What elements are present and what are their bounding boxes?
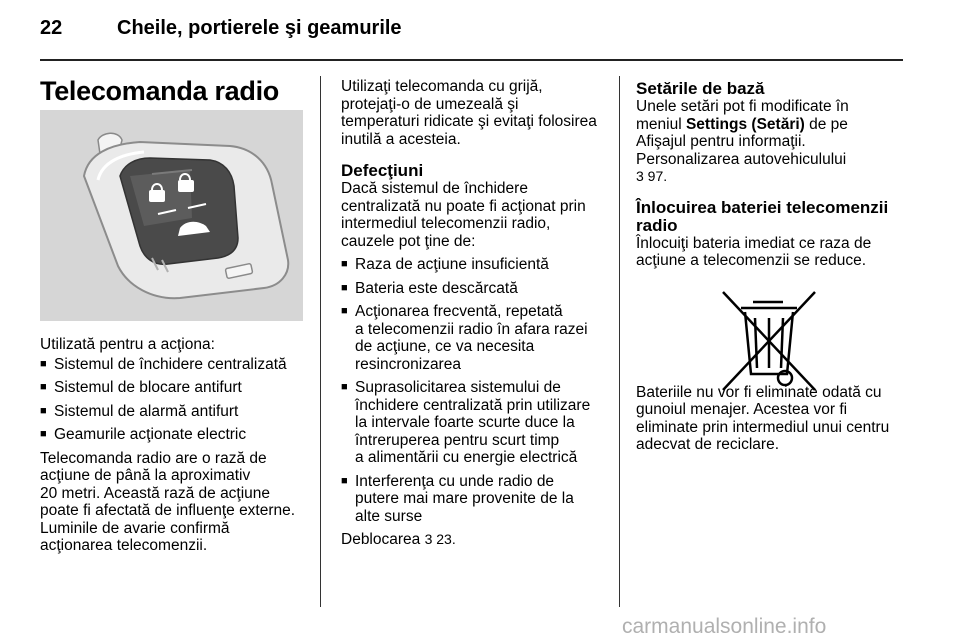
key-fob-drawing bbox=[40, 110, 303, 321]
page-reference-link[interactable]: 3 23. bbox=[424, 531, 456, 547]
column-3 bbox=[636, 80, 906, 454]
crossed-bin-icon bbox=[717, 290, 821, 394]
care-paragraph: Utilizaţi telecomanda cu grijă, protejaţi-o de umezeală şi temperaturi ridicate şi evitaţi folosirea inutilă a acesteia. bbox=[341, 78, 597, 148]
faults-paragraph: Dacă sistemul de închidere centralizată nu poate fi acţionat prin intermediul telecomenzii radio, cauzele pot ţine de: bbox=[341, 180, 586, 250]
list-item: ■ Raza de acţiune insuficientă bbox=[341, 256, 609, 274]
header-divider bbox=[40, 59, 903, 61]
page-reference-link[interactable]: 3 97. bbox=[636, 168, 668, 184]
chapter-title: Cheile, portierele şi geamurile bbox=[117, 17, 402, 39]
column-divider-2 bbox=[619, 76, 620, 607]
faults-list bbox=[341, 256, 609, 525]
section-title: Telecomanda radio bbox=[40, 76, 279, 106]
usage-list bbox=[40, 356, 305, 444]
unlock-reference: Deblocarea 3 23. bbox=[341, 531, 456, 548]
faults-heading: Defecţiuni bbox=[341, 161, 424, 180]
list-item: ■ Bateria este descărcată bbox=[341, 280, 609, 298]
disposal-paragraph: Bateriile nu vor fi eliminate odată cu gunoiul menajer. Acestea vor fi eliminate prin intermediul unui centru adecvat de reciclare. bbox=[636, 383, 890, 453]
list-item: ■ Sistemul de blocare antifurt bbox=[40, 379, 305, 397]
weee-symbol-drawing bbox=[717, 290, 821, 394]
list-item: ■ Sistemul de alarmă antifurt bbox=[40, 403, 305, 421]
column-divider-1 bbox=[320, 76, 321, 607]
battery-paragraph: Înlocuiţi bateria imediat ce raza de acţiune a telecomenzii se reduce. bbox=[636, 234, 872, 269]
list-item: ■ Acţionarea frecventă, repetată a telecomenzii radio în afara razei de acţiune, ce va necesita resincronizarea bbox=[341, 303, 609, 373]
list-item: ■ Interferenţa cu unde radio de putere mai mare provenite de la alte surse bbox=[341, 473, 609, 526]
list-item: ■ Suprasolicitarea sistemului de închidere centralizată prin utilizare la intervale foarte scurte duce la întreruperea pentru scurt timp a alimentării cu energie electrică bbox=[341, 379, 609, 467]
settings-paragraph: Unele setări pot fi modificate în meniul Settings (Setări) de pe Afişajul pentru informaţii. Personalizarea autovehiculului 3 97. bbox=[636, 98, 849, 184]
column-1 bbox=[40, 336, 305, 555]
settings-menu-name: Settings (Setări) bbox=[685, 115, 805, 133]
basic-settings-heading: Setările de bază bbox=[636, 79, 765, 98]
page-number: 22 bbox=[40, 17, 63, 39]
range-paragraph: Telecomanda radio are o rază de acţiune de până la aproximativ 20 metri. Această rază de acţiune poate fi afectată de influenţe externe. Luminile de avarie confirmă acţionarea telecomenzii. bbox=[40, 449, 296, 554]
watermark: carmanualsonline.info bbox=[622, 615, 827, 638]
key-fob-illustration bbox=[40, 110, 303, 321]
column-2 bbox=[341, 78, 609, 549]
page-header bbox=[0, 0, 960, 62]
battery-heading: Înlocuirea bateriei telecomenzii radio bbox=[636, 197, 889, 235]
usage-intro: Utilizată pentru a acţiona: bbox=[40, 336, 215, 353]
list-item: ■ Sistemul de închidere centralizată bbox=[40, 356, 305, 374]
list-item: ■ Geamurile acţionate electric bbox=[40, 426, 305, 444]
